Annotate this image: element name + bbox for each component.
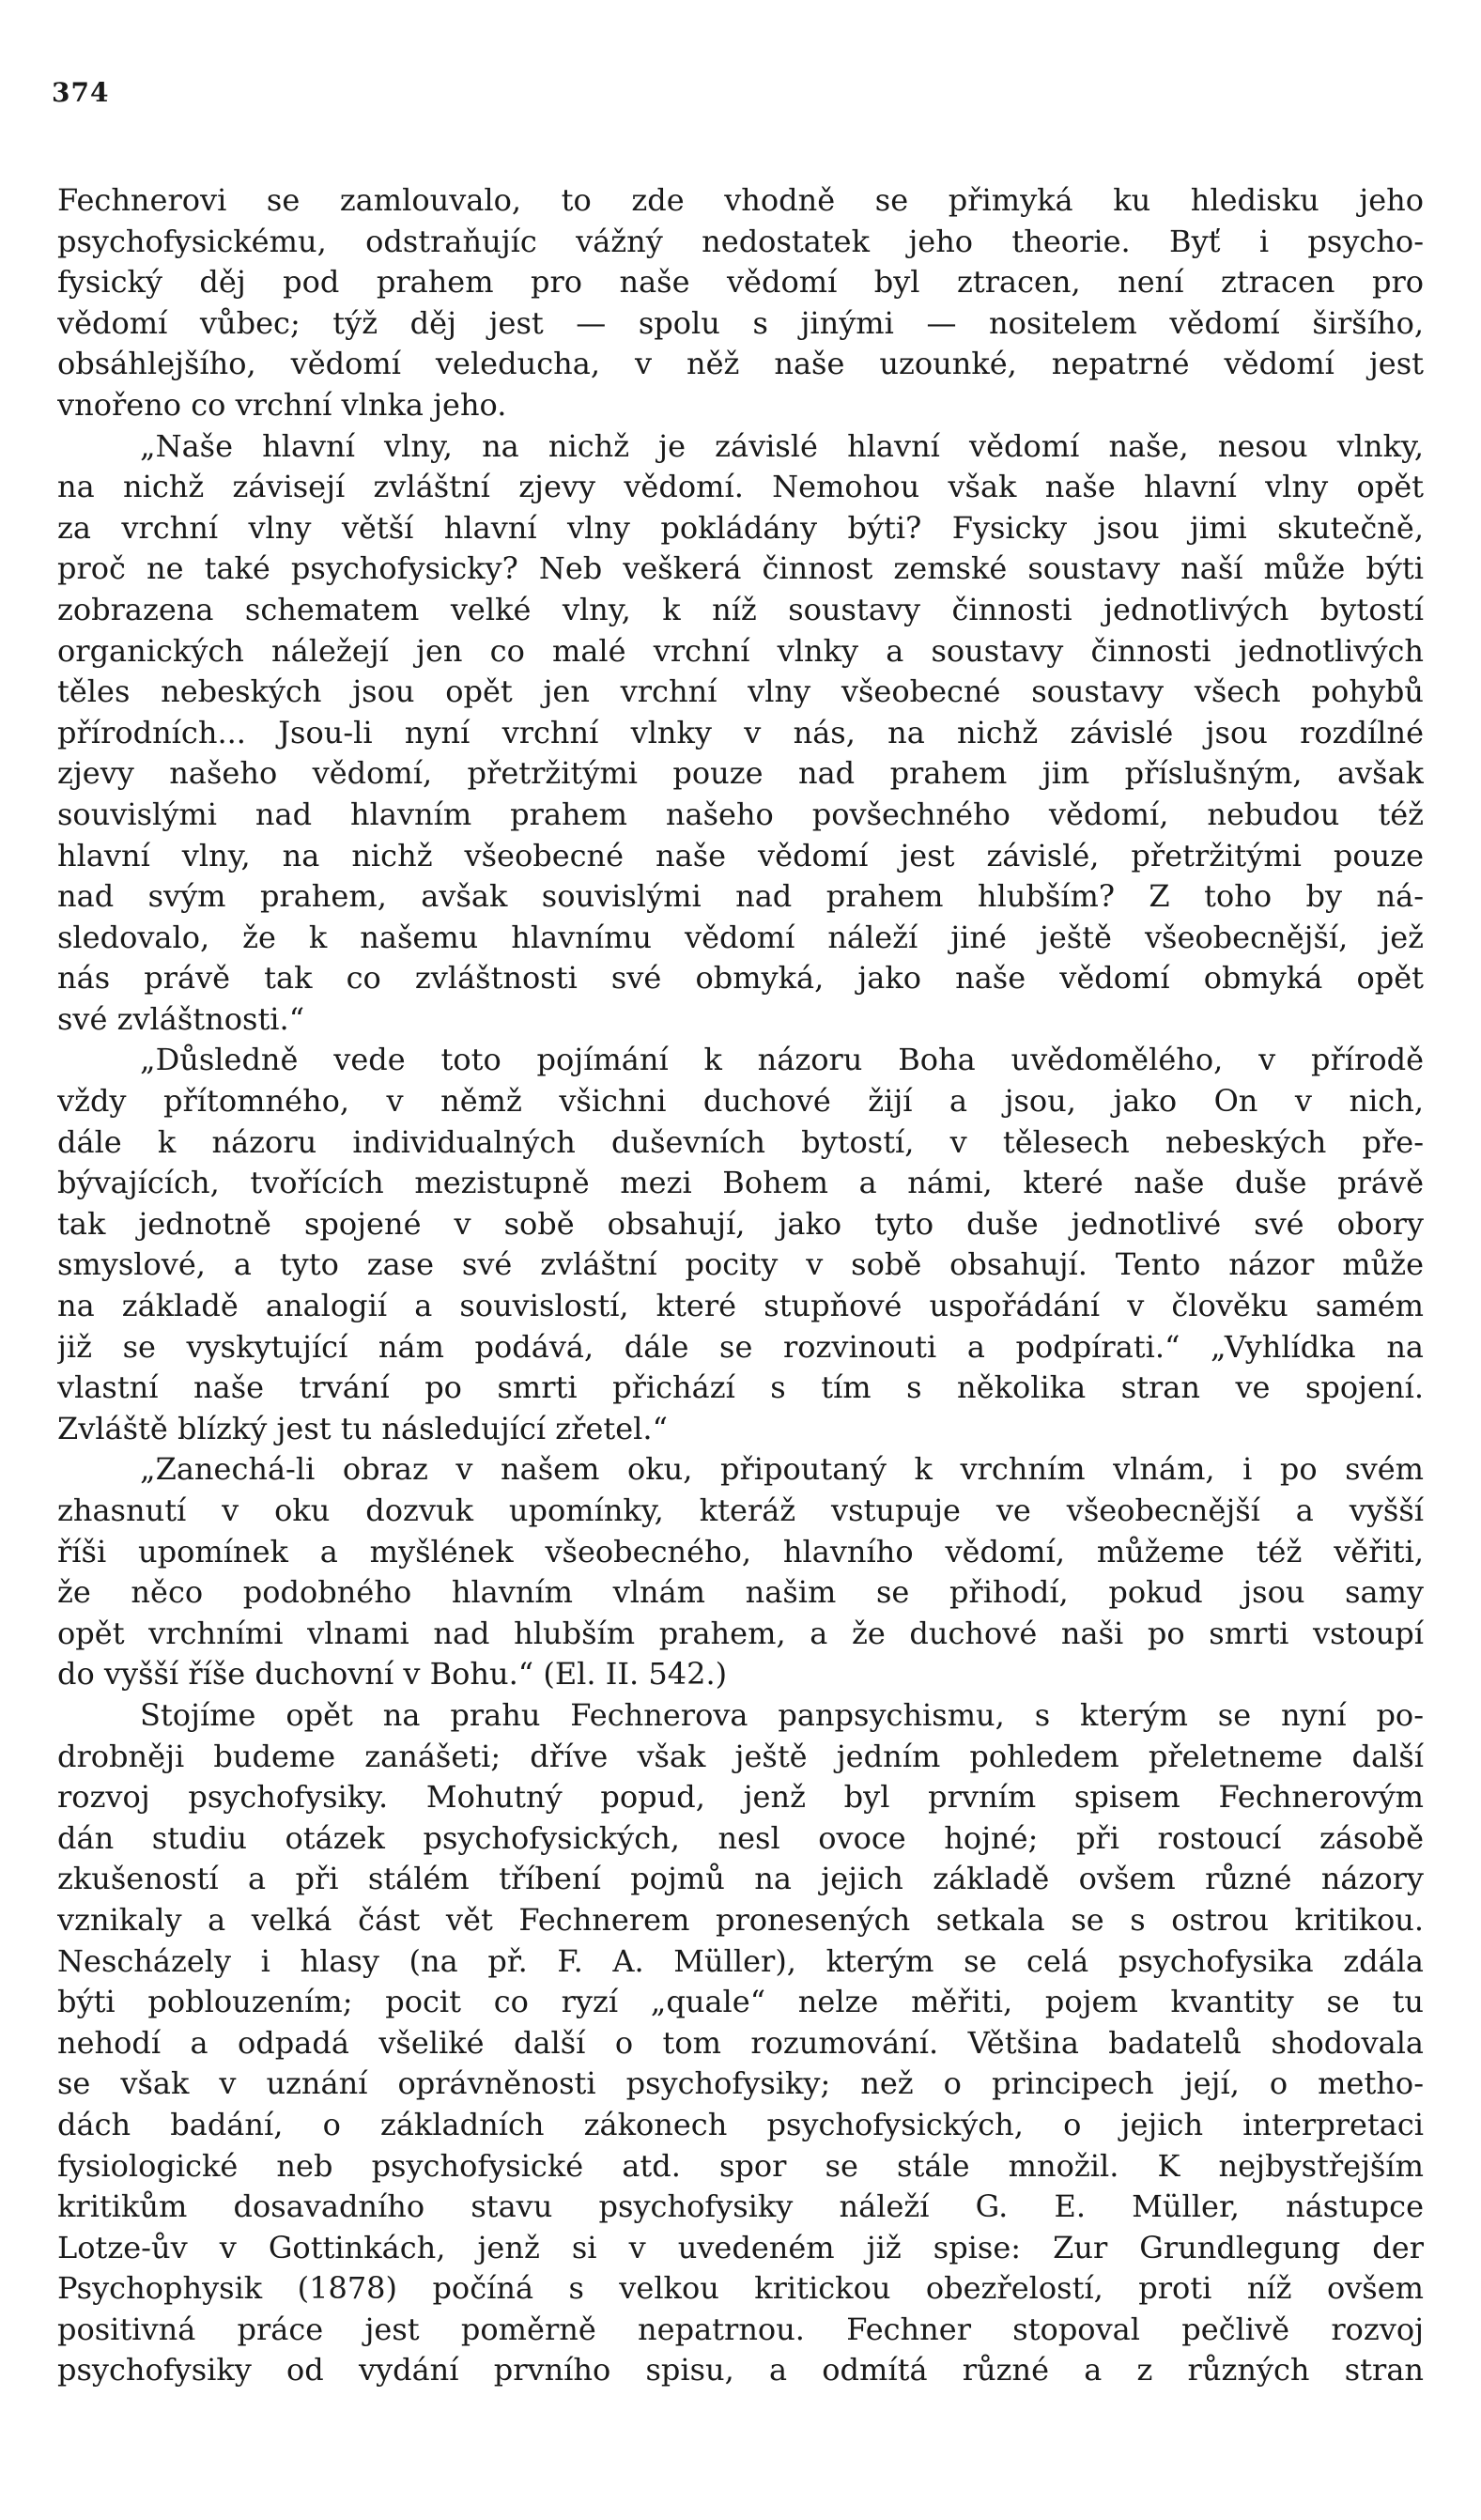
text-line: již se vyskytující nám podává, dále se rozvinouti a podpírati.“ „Vyhlídka na	[57, 1328, 1424, 1365]
body-text	[57, 180, 1424, 2391]
text-line: říši upomínek a myšlének všeobecného, hlavního vědomí, můžeme též věřiti,	[57, 1533, 1424, 1569]
text-line: Zvláště blízký jest tu následující zřetel.“	[57, 1410, 668, 1446]
text-line: psychofysickému, odstraňujíc vážný nedostatek jeho theorie. Byť i psycho-	[57, 223, 1424, 259]
text-line: opět vrchními vlnami nad hlubším prahem, a že duchové naši po smrti vstoupí	[57, 1615, 1424, 1651]
text-line: hlavní vlny, na nichž všeobecné naše vědomí jest závislé, přetržitými pouze	[57, 837, 1424, 873]
text-line: „Důsledně vede toto pojímání k názoru Boha uvědomělého, v přírodě	[140, 1042, 1424, 1078]
text-line: za vrchní vlny větší hlavní vlny pokládány býti? Fysicky jsou jimi skutečně,	[57, 509, 1424, 546]
text-line: do vyšší říše duchovní v Bohu.“ (El. II. 542.)	[57, 1656, 728, 1693]
text-line: přírodních... Jsou-li nyní vrchní vlnky v nás, na nichž závislé jsou rozdílné	[57, 714, 1424, 750]
text-line: tak jednotně spojené v sobě obsahují, jako tyto duše jednotlivé své obory	[57, 1205, 1424, 1242]
text-line: na základě analogií a souvislostí, které stupňové uspořádání v člověku samém	[57, 1288, 1424, 1324]
text-line: Lotze-ův v Gottinkách, jenž si v uvedeném již spise: Zur Grundlegung der	[57, 2229, 1424, 2265]
text-line: fysiologické neb psychofysické atd. spor se stále množil. K nejbystřejším	[57, 2147, 1424, 2184]
text-line: se však v uznání oprávněnosti psychofysiky; než o principech její, o metho-	[57, 2065, 1424, 2102]
text-line: obsáhlejšího, vědomí veleducha, v něž naše uzounké, nepatrné vědomí jest	[57, 346, 1424, 382]
text-line: dále k názoru individualných duševních bytostí, v tělesech nebeských pře-	[57, 1123, 1424, 1160]
text-line: positivná práce jest poměrně nepatrnou. Fechner stopoval pečlivě rozvoj	[57, 2311, 1424, 2347]
text-line: bývajících, tvořících mezistupně mezi Bohem a námi, které naše duše právě	[57, 1165, 1424, 1201]
text-line: zobrazena schematem velké vlny, k níž soustavy činnosti jednotlivých bytostí	[57, 591, 1424, 627]
text-line: Psychophysik (1878) počíná s velkou kritickou obezřelostí, proti níž ovšem	[57, 2270, 1424, 2307]
text-line: že něco podobného hlavním vlnám našim se přihodí, pokud jsou samy	[57, 1574, 1424, 1611]
text-line: své zvláštnosti.“	[57, 1000, 305, 1037]
text-line: Fechnerovi se zamlouvalo, to zde vhodně se přimyká ku hledisku jeho	[57, 182, 1424, 218]
text-line: „Naše hlavní vlny, na nichž je závislé hlavní vědomí naše, nesou vlnky,	[140, 427, 1424, 464]
text-line: vznikaly a velká část vět Fechnerem pronesených setkala se s ostrou kritikou.	[57, 1901, 1424, 1938]
text-line: smyslové, a tyto zase své zvláštní pocity v sobě obsahují. Tento názor může	[57, 1246, 1424, 1283]
text-line: psychofysiky od vydání prvního spisu, a odmítá různé a z různých stran	[57, 2352, 1424, 2389]
text-line: fysický děj pod prahem pro naše vědomí byl ztracen, není ztracen pro	[57, 264, 1424, 301]
text-line: nad svým prahem, avšak souvislými nad prahem hlubším? Z toho by ná-	[57, 878, 1424, 915]
text-line: nehodí a odpadá všeliké další o tom rozumování. Většina badatelů shodovala	[57, 2024, 1424, 2061]
text-line: Stojíme opět na prahu Fechnerova panpsychismu, s kterým se nyní po-	[140, 1696, 1424, 1733]
text-line: rozvoj psychofysiky. Mohutný popud, jenž byl prvním spisem Fechnerovým	[57, 1779, 1424, 1816]
text-line: proč ne také psychofysicky? Neb veškerá činnost zemské soustavy naší může býti	[57, 550, 1424, 587]
text-line: vnořeno co vrchní vlnka jeho.	[57, 386, 507, 423]
text-line: vždy přítomného, v němž všichni duchové žijí a jsou, jako On v nich,	[57, 1083, 1424, 1120]
text-line: býti poblouzením; pocit co ryzí „quale“ nelze měřiti, pojem kvantity se tu	[57, 1984, 1424, 2020]
text-line: zkušeností a při stálém tříbení pojmů na jejich základě ovšem různé názory	[57, 1861, 1424, 1897]
text-line: souvislými nad hlavním prahem našeho povšechného vědomí, nebudou též	[57, 796, 1424, 832]
page-number: 374	[52, 77, 110, 108]
text-line: sledovalo, že k našemu hlavnímu vědomí náleží jiné ještě všeobecnější, jež	[57, 919, 1424, 955]
text-line: na nichž závisejí zvláštní zjevy vědomí. Nemohou však naše hlavní vlny opět	[57, 469, 1424, 505]
text-line: organických náležejí jen co malé vrchní vlnky a soustavy činnosti jednotlivých	[57, 632, 1424, 669]
text-line: zhasnutí v oku dozvuk upomínky, kteráž vstupuje ve všeobecnější a vyšší	[57, 1492, 1424, 1528]
text-line: kritikům dosavadního stavu psychofysiky náleží G. E. Müller, nástupce	[57, 2188, 1424, 2225]
text-line: těles nebeských jsou opět jen vrchní vlny všeobecné soustavy všech pohybů	[57, 673, 1424, 710]
text-line: nás právě tak co zvláštnosti své obmyká, jako naše vědomí obmyká opět	[57, 960, 1424, 997]
text-line: zjevy našeho vědomí, přetržitými pouze nad prahem jim příslušným, avšak	[57, 755, 1424, 792]
text-line: Nescházely i hlasy (na př. F. A. Müller), kterým se celá psychofysika zdála	[57, 1942, 1424, 1979]
text-line: dách badání, o základních zákonech psychofysických, o jejich interpretaci	[57, 2106, 1424, 2142]
text-line: „Zanechá-li obraz v našem oku, připoutaný k vrchním vlnám, i po svém	[140, 1451, 1424, 1488]
text-line: vědomí vůbec; týž děj jest — spolu s jinými — nositelem vědomí širšího,	[57, 304, 1424, 341]
text-line: drobněji budeme zanášeti; dříve však ještě jedním pohledem přeletneme další	[57, 1738, 1424, 1774]
text-line: dán studiu otázek psychofysických, nesl ovoce hojné; při rostoucí zásobě	[57, 1819, 1424, 1856]
text-line: vlastní naše trvání po smrti přichází s tím s několika stran ve spojení.	[57, 1369, 1424, 1406]
